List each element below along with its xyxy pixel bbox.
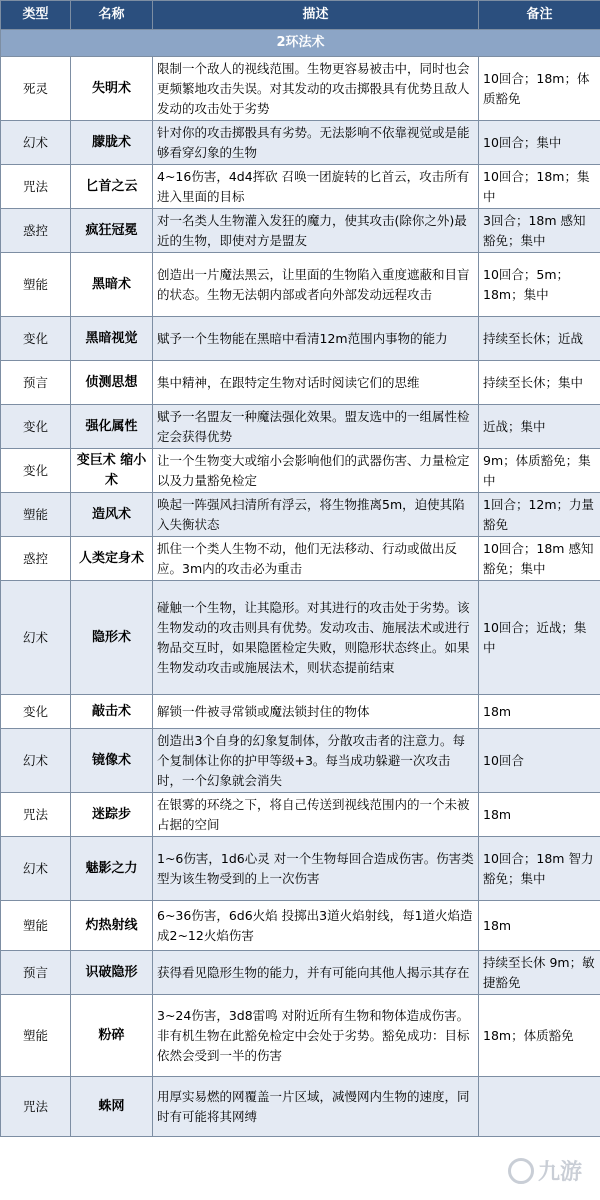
spell-desc: 赋予一个生物能在黑暗中看清12m范围内事物的能力 (153, 317, 479, 361)
spell-note: 10回合；近战；集中 (479, 581, 600, 695)
spell-type: 塑能 (1, 253, 71, 317)
spell-desc: 1~6伤害，1d6心灵 对一个生物每回合造成伤害。伤害类型为该生物受到的上一次伤害 (153, 837, 479, 901)
spell-type: 咒法 (1, 793, 71, 837)
table-row (1, 405, 600, 449)
spell-note: 1回合；12m；力量豁免 (479, 493, 600, 537)
table-row (1, 695, 600, 729)
spell-type: 变化 (1, 449, 71, 493)
spell-note: 18m (479, 793, 600, 837)
spell-name: 隐形术 (71, 581, 153, 695)
spell-desc: 限制一个敌人的视线范围。生物更容易被击中，同时也会更频繁地攻击失误。对其发动的攻击掷骰具有优势且敌人发动的攻击处于劣势 (153, 57, 479, 121)
table-row (1, 951, 600, 995)
spell-name: 魅影之力 (71, 837, 153, 901)
spell-note: 持续至长休；集中 (479, 361, 600, 405)
spell-name: 黑暗视觉 (71, 317, 153, 361)
spell-type: 变化 (1, 405, 71, 449)
header-name: 名称 (71, 1, 153, 30)
spell-desc: 创造出一片魔法黑云，让里面的生物陷入重度遮蔽和目盲的状态。生物无法朝内部或者向外部发动远程攻击 (153, 253, 479, 317)
spell-type: 塑能 (1, 901, 71, 951)
spell-desc: 创造出3个自身的幻象复制体，分散攻击者的注意力。每个复制体让你的护甲等级+3。每当成功躲避一次攻击时，一个幻象就会消失 (153, 729, 479, 793)
spell-note: 10回合；5m；18m；集中 (479, 253, 600, 317)
spell-type: 变化 (1, 317, 71, 361)
spell-name: 疯狂冠冕 (71, 209, 153, 253)
spell-note: 10回合；18m 感知豁免；集中 (479, 537, 600, 581)
table-row (1, 449, 600, 493)
spell-type: 咒法 (1, 165, 71, 209)
spell-type: 塑能 (1, 493, 71, 537)
spell-type: 预言 (1, 951, 71, 995)
spell-name: 迷踪步 (71, 793, 153, 837)
spell-note: 18m；体质豁免 (479, 995, 600, 1077)
spell-name: 强化属性 (71, 405, 153, 449)
spell-desc: 赋予一名盟友一种魔法强化效果。盟友选中的一组属性检定会获得优势 (153, 405, 479, 449)
spell-desc: 唤起一阵强风扫清所有浮云，将生物推离5m，迫使其陷入失衡状态 (153, 493, 479, 537)
spell-name: 造风术 (71, 493, 153, 537)
spell-note: 10回合；18m 智力豁免；集中 (479, 837, 600, 901)
spell-type: 幻术 (1, 121, 71, 165)
table-row (1, 209, 600, 253)
spell-desc: 用厚实易燃的网覆盖一片区域，减慢网内生物的速度，同时有可能将其网缚 (153, 1077, 479, 1137)
spell-name: 敲击术 (71, 695, 153, 729)
spell-name: 人类定身术 (71, 537, 153, 581)
table-row (1, 253, 600, 317)
spell-desc: 让一个生物变大或缩小会影响他们的武器伤害、力量检定以及力量豁免检定 (153, 449, 479, 493)
spell-name: 失明术 (71, 57, 153, 121)
spell-desc: 集中精神，在跟特定生物对话时阅读它们的思维 (153, 361, 479, 405)
table-row (1, 995, 600, 1077)
spell-desc: 在银雾的环绕之下，将自己传送到视线范围内的一个未被占据的空间 (153, 793, 479, 837)
spell-type: 变化 (1, 695, 71, 729)
spell-type: 幻术 (1, 581, 71, 695)
table-row (1, 581, 600, 695)
nine-game-logo-icon (508, 1158, 534, 1184)
table-row (1, 361, 600, 405)
table-row (1, 793, 600, 837)
spell-note: 近战；集中 (479, 405, 600, 449)
table-row (1, 901, 600, 951)
header-desc: 描述 (153, 1, 479, 30)
spell-type: 幻术 (1, 729, 71, 793)
header-note: 备注 (479, 1, 600, 30)
spell-name: 蛛网 (71, 1077, 153, 1137)
spell-type: 咒法 (1, 1077, 71, 1137)
spell-name: 变巨术 缩小术 (71, 449, 153, 493)
spell-desc: 获得看见隐形生物的能力，并有可能向其他人揭示其存在 (153, 951, 479, 995)
table-row (1, 729, 600, 793)
table-row (1, 57, 600, 121)
spell-desc: 针对你的攻击掷骰具有劣势。无法影响不依靠视觉或是能够看穿幻象的生物 (153, 121, 479, 165)
spell-note: 10回合；18m；集中 (479, 165, 600, 209)
table-row (1, 121, 600, 165)
spell-type: 死灵 (1, 57, 71, 121)
spell-desc: 6~36伤害，6d6火焰 投掷出3道火焰射线，每1道火焰造成2~12火焰伤害 (153, 901, 479, 951)
spell-type: 塑能 (1, 995, 71, 1077)
spell-desc: 抓住一个类人生物不动，他们无法移动、行动或做出反应。3m内的攻击必为重击 (153, 537, 479, 581)
spell-type: 预言 (1, 361, 71, 405)
table-row (1, 537, 600, 581)
spell-name: 黑暗术 (71, 253, 153, 317)
section-row (1, 30, 600, 57)
spell-name: 识破隐形 (71, 951, 153, 995)
spell-type: 惑控 (1, 537, 71, 581)
spell-note: 持续至长休；近战 (479, 317, 600, 361)
spell-name: 镜像术 (71, 729, 153, 793)
spell-note: 9m；体质豁免；集中 (479, 449, 600, 493)
spell-note: 10回合；18m；体质豁免 (479, 57, 600, 121)
table-row (1, 1077, 600, 1137)
section-title: 2环法术 (1, 30, 600, 57)
spell-note: 3回合；18m 感知豁免；集中 (479, 209, 600, 253)
spell-name: 朦胧术 (71, 121, 153, 165)
spell-desc: 3~24伤害，3d8雷鸣 对附近所有生物和物体造成伤害。非有机生物在此豁免检定中会处于劣势。豁免成功：目标依然会受到一半的伤害 (153, 995, 479, 1077)
table-row (1, 837, 600, 901)
spell-note: 18m (479, 695, 600, 729)
header-row (1, 1, 600, 30)
spell-note (479, 1077, 600, 1137)
spell-name: 侦测思想 (71, 361, 153, 405)
table-row (1, 165, 600, 209)
table-row (1, 493, 600, 537)
table-row (1, 317, 600, 361)
spell-note: 18m (479, 901, 600, 951)
header-type: 类型 (1, 1, 71, 30)
spell-name: 灼热射线 (71, 901, 153, 951)
spell-note: 10回合 (479, 729, 600, 793)
spell-desc: 4~16伤害，4d4挥砍 召唤一团旋转的匕首云，攻击所有进入里面的目标 (153, 165, 479, 209)
spell-desc: 解锁一件被寻常锁或魔法锁封住的物体 (153, 695, 479, 729)
watermark-text: 九游 (537, 1160, 582, 1185)
spell-name: 粉碎 (71, 995, 153, 1077)
spell-type: 惑控 (1, 209, 71, 253)
spell-note: 10回合；集中 (479, 121, 600, 165)
spell-desc: 对一名类人生物灌入发狂的魔力，使其攻击(除你之外)最近的生物，即使对方是盟友 (153, 209, 479, 253)
spell-type: 幻术 (1, 837, 71, 901)
watermark (508, 1155, 582, 1186)
spell-name: 匕首之云 (71, 165, 153, 209)
spell-desc: 碰触一个生物，让其隐形。对其进行的攻击处于劣势。该生物发动的攻击则具有优势。发动攻击、施展法术或进行物品交互时，如果隐匿检定失败，则隐形状态终止。如果生物发动攻击或施展法术，则状态提前结束 (153, 581, 479, 695)
spell-note: 持续至长休 9m；敏捷豁免 (479, 951, 600, 995)
